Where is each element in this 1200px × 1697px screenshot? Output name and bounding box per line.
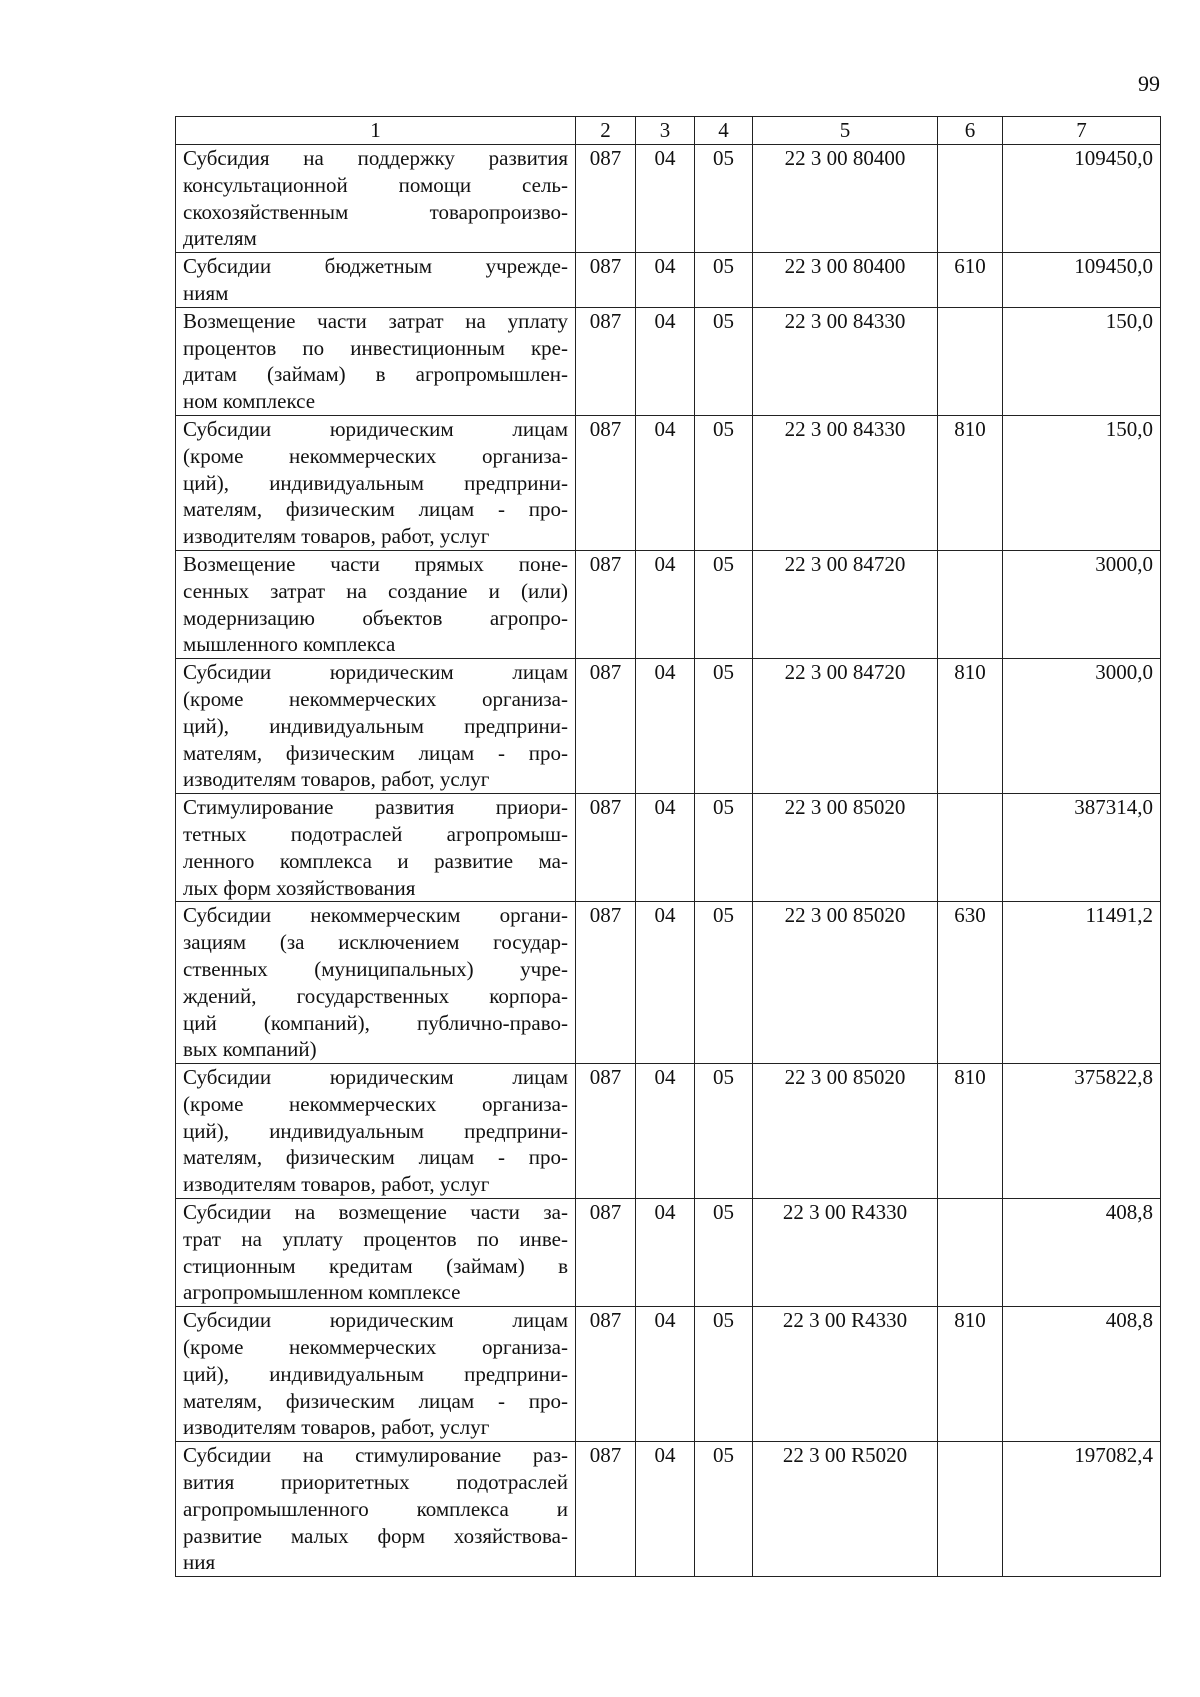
table-row	[176, 253, 1161, 308]
row-name-cell	[176, 415, 576, 550]
row-name-line: (кроме некоммерческих организа-	[183, 443, 568, 468]
table-row	[176, 145, 1161, 253]
expense-type-cell	[938, 550, 1003, 658]
row-name-line: ленного комплекса и развитие ма-	[183, 848, 568, 873]
row-name-cell	[176, 1442, 576, 1577]
ved-code-cell: 087	[576, 1307, 636, 1442]
expense-type-cell: 610	[938, 253, 1003, 308]
row-name-line: (кроме некоммерческих организа-	[183, 1091, 568, 1116]
column-header-6: 6	[938, 117, 1003, 145]
row-name-line: Возмещение части прямых поне-	[183, 551, 568, 576]
row-name-line: ждений, государственных корпора-	[183, 983, 568, 1008]
row-name-line: мателям, физическим лицам - про-	[183, 740, 568, 765]
subsection-code-cell: 05	[695, 1064, 753, 1199]
row-name-line: ном комплексе	[183, 389, 316, 414]
row-name-cell	[176, 659, 576, 794]
amount-cell: 197082,4	[1003, 1442, 1161, 1577]
section-code-cell: 04	[636, 1199, 695, 1307]
budget-table	[175, 116, 1161, 1577]
row-name-line: развитие малых форм хозяйствова-	[183, 1523, 568, 1548]
ved-code-cell: 087	[576, 1064, 636, 1199]
row-name-line: лых форм хозяйствования	[183, 875, 416, 900]
column-header-1: 1	[176, 117, 576, 145]
row-name-line: Субсидии бюджетным учрежде-	[183, 254, 568, 279]
row-name-line: Субсидия на поддержку развития	[183, 146, 568, 170]
expense-type-cell	[938, 1199, 1003, 1307]
row-name-line: консультационной помощи сель-	[183, 172, 568, 197]
subsection-code-cell: 05	[695, 1199, 753, 1307]
row-name-line: процентов по инвестиционным кре-	[183, 335, 568, 360]
row-name-cell	[176, 1307, 576, 1442]
row-name-line: ций), индивидуальным предприни-	[183, 470, 568, 495]
row-name-line: Субсидии некоммерческим органи-	[183, 903, 568, 928]
column-header-4: 4	[695, 117, 753, 145]
row-name-line: изводителям товаров, работ, услуг	[183, 524, 490, 549]
amount-cell: 3000,0	[1003, 659, 1161, 794]
row-name-line: изводителям товаров, работ, услуг	[183, 1172, 490, 1197]
row-name-line: модернизацию объектов агропро-	[183, 605, 568, 630]
table-row	[176, 307, 1161, 415]
section-code-cell: 04	[636, 415, 695, 550]
subsection-code-cell: 05	[695, 550, 753, 658]
expense-type-cell	[938, 145, 1003, 253]
expense-type-cell	[938, 307, 1003, 415]
section-code-cell: 04	[636, 794, 695, 902]
row-name-line: Субсидии на стимулирование раз-	[183, 1443, 568, 1468]
amount-cell: 109450,0	[1003, 253, 1161, 308]
target-article-cell: 22 3 00 80400	[753, 253, 938, 308]
column-header-5: 5	[753, 117, 938, 145]
row-name-line: дитам (займам) в агропромышлен-	[183, 362, 568, 387]
subsection-code-cell: 05	[695, 307, 753, 415]
section-code-cell: 04	[636, 902, 695, 1064]
section-code-cell: 04	[636, 1064, 695, 1199]
amount-cell: 11491,2	[1003, 902, 1161, 1064]
target-article-cell: 22 3 00 84720	[753, 550, 938, 658]
row-name-line: ния	[183, 1550, 216, 1575]
section-code-cell: 04	[636, 145, 695, 253]
target-article-cell: 22 3 00 85020	[753, 902, 938, 1064]
table-row	[176, 550, 1161, 658]
subsection-code-cell: 05	[695, 902, 753, 1064]
page-number: 99	[1138, 71, 1160, 96]
row-name-line: скохозяйственным товаропроизво-	[183, 199, 568, 224]
row-name-cell	[176, 1199, 576, 1307]
row-name-line: стиционным кредитам (займам) в	[183, 1253, 568, 1278]
row-name-line: Субсидии юридическим лицам	[183, 416, 568, 441]
expense-type-cell: 630	[938, 902, 1003, 1064]
target-article-cell: 22 3 00 R4330	[753, 1307, 938, 1442]
section-code-cell: 04	[636, 659, 695, 794]
row-name-cell	[176, 1064, 576, 1199]
column-header-3: 3	[636, 117, 695, 145]
row-name-line: мышленного комплекса	[183, 632, 396, 657]
row-name-line: зациям (за исключением государ-	[183, 930, 568, 955]
amount-cell: 3000,0	[1003, 550, 1161, 658]
ved-code-cell: 087	[576, 145, 636, 253]
table-body	[176, 145, 1161, 1577]
row-name-line: ственных (муниципальных) учре-	[183, 956, 568, 981]
ved-code-cell: 087	[576, 415, 636, 550]
subsection-code-cell: 05	[695, 659, 753, 794]
target-article-cell: 22 3 00 85020	[753, 1064, 938, 1199]
subsection-code-cell: 05	[695, 253, 753, 308]
ved-code-cell: 087	[576, 659, 636, 794]
ved-code-cell: 087	[576, 794, 636, 902]
ved-code-cell: 087	[576, 902, 636, 1064]
section-code-cell: 04	[636, 307, 695, 415]
table-row	[176, 902, 1161, 1064]
row-name-line: Субсидии юридическим лицам	[183, 1065, 568, 1090]
amount-cell: 408,8	[1003, 1307, 1161, 1442]
table-row	[176, 1442, 1161, 1577]
row-name-line: трат на уплату процентов по инве-	[183, 1226, 568, 1251]
amount-cell: 150,0	[1003, 307, 1161, 415]
row-name-line: ций), индивидуальным предприни-	[183, 1361, 568, 1386]
target-article-cell: 22 3 00 84330	[753, 307, 938, 415]
row-name-line: агропромышленном комплексе	[183, 1280, 461, 1305]
row-name-cell	[176, 794, 576, 902]
ved-code-cell: 087	[576, 1199, 636, 1307]
target-article-cell: 22 3 00 85020	[753, 794, 938, 902]
target-article-cell: 22 3 00 R4330	[753, 1199, 938, 1307]
amount-cell: 408,8	[1003, 1199, 1161, 1307]
ved-code-cell: 087	[576, 550, 636, 658]
section-code-cell: 04	[636, 1442, 695, 1577]
row-name-line: мателям, физическим лицам - про-	[183, 1388, 568, 1413]
ved-code-cell: 087	[576, 307, 636, 415]
row-name-line: изводителям товаров, работ, услуг	[183, 767, 490, 792]
subsection-code-cell: 05	[695, 794, 753, 902]
section-code-cell: 04	[636, 1307, 695, 1442]
target-article-cell: 22 3 00 84720	[753, 659, 938, 794]
expense-type-cell: 810	[938, 659, 1003, 794]
row-name-line: Субсидии юридическим лицам	[183, 660, 568, 685]
table-row	[176, 1307, 1161, 1442]
row-name-cell	[176, 145, 576, 253]
row-name-line: Возмещение части затрат на уплату	[183, 308, 568, 333]
row-name-line: ций (компаний), публично-право-	[183, 1010, 568, 1035]
row-name-cell	[176, 550, 576, 658]
section-code-cell: 04	[636, 550, 695, 658]
amount-cell: 150,0	[1003, 415, 1161, 550]
target-article-cell: 22 3 00 84330	[753, 415, 938, 550]
table-row	[176, 794, 1161, 902]
row-name-cell	[176, 253, 576, 308]
row-name-line: мателям, физическим лицам - про-	[183, 497, 568, 522]
table-row	[176, 1199, 1161, 1307]
subsection-code-cell: 05	[695, 415, 753, 550]
expense-type-cell: 810	[938, 1307, 1003, 1442]
row-name-line: Субсидии юридическим лицам	[183, 1308, 568, 1333]
row-name-line: Субсидии на возмещение части за-	[183, 1200, 568, 1225]
section-code-cell: 04	[636, 253, 695, 308]
subsection-code-cell: 05	[695, 1307, 753, 1442]
table-header-row	[176, 117, 1161, 145]
row-name-line: (кроме некоммерческих организа-	[183, 1335, 568, 1360]
subsection-code-cell: 05	[695, 145, 753, 253]
column-header-2: 2	[576, 117, 636, 145]
row-name-line: ций), индивидуальным предприни-	[183, 713, 568, 738]
row-name-line: вых компаний)	[183, 1037, 317, 1062]
amount-cell: 375822,8	[1003, 1064, 1161, 1199]
table-row	[176, 1064, 1161, 1199]
row-name-line: Стимулирование развития приори-	[183, 795, 568, 820]
row-name-line: сенных затрат на создание и (или)	[183, 578, 568, 603]
expense-type-cell: 810	[938, 1064, 1003, 1199]
row-name-line: ниям	[183, 280, 229, 305]
table-row	[176, 659, 1161, 794]
ved-code-cell: 087	[576, 253, 636, 308]
row-name-line: (кроме некоммерческих организа-	[183, 686, 568, 711]
row-name-cell	[176, 902, 576, 1064]
amount-cell: 109450,0	[1003, 145, 1161, 253]
column-header-7: 7	[1003, 117, 1161, 145]
expense-type-cell: 810	[938, 415, 1003, 550]
row-name-line: мателям, физическим лицам - про-	[183, 1145, 568, 1170]
expense-type-cell	[938, 794, 1003, 902]
expense-type-cell	[938, 1442, 1003, 1577]
row-name-line: дителям	[183, 226, 257, 251]
target-article-cell: 22 3 00 80400	[753, 145, 938, 253]
subsection-code-cell: 05	[695, 1442, 753, 1577]
row-name-line: агропромышленного комплекса и	[183, 1496, 568, 1521]
row-name-line: тетных подотраслей агропромыш-	[183, 821, 568, 846]
row-name-line: изводителям товаров, работ, услуг	[183, 1415, 490, 1440]
target-article-cell: 22 3 00 R5020	[753, 1442, 938, 1577]
amount-cell: 387314,0	[1003, 794, 1161, 902]
ved-code-cell: 087	[576, 1442, 636, 1577]
row-name-cell	[176, 307, 576, 415]
table-row	[176, 415, 1161, 550]
row-name-line: вития приоритетных подотраслей	[183, 1470, 568, 1495]
row-name-line: ций), индивидуальным предприни-	[183, 1118, 568, 1143]
